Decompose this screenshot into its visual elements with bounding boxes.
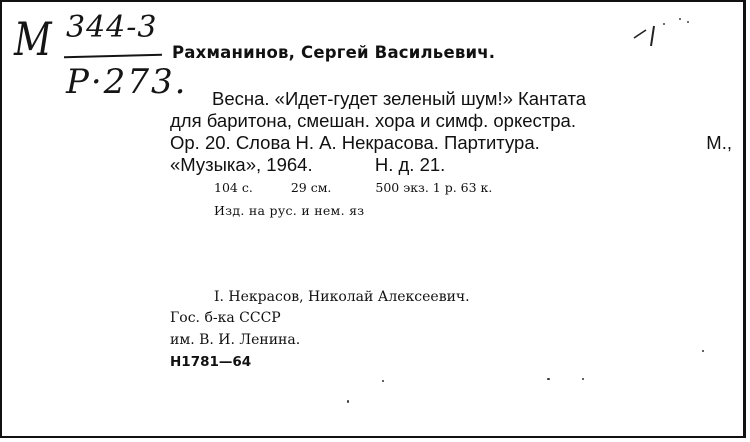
shelfmark-numerator: 344-3 (66, 10, 158, 45)
card-number: Н1781—64 (170, 354, 252, 370)
description-line-4 (170, 154, 732, 176)
shelfmark-fraction-bar (64, 54, 162, 59)
collation-size: 29 см. (290, 180, 332, 195)
shelfmark (12, 4, 188, 114)
collation-print-run: 500 экз. 1 р. 63 к. (375, 180, 493, 195)
title-description (170, 88, 732, 176)
language-note: Изд. на рус. и нем. яз (214, 203, 365, 218)
collation-pages: 104 с. (214, 180, 253, 195)
publication-place: М., (706, 132, 732, 153)
description-line-3 (170, 132, 732, 154)
added-entry-tracing: I. Некрасов, Николай Алексеевич. (214, 289, 470, 305)
library-line-1: Гос. б-ка СССР (170, 310, 281, 326)
library-line-2: им. В. И. Ленина. (170, 331, 301, 348)
publisher-year: «Музыка», 1964. (170, 154, 313, 175)
shelfmark-letter: М (14, 12, 52, 66)
description-line-3-text: Op. 20. Слова Н. А. Некрасова. Партитура. (170, 132, 540, 153)
description-line-1: Весна. «Идет-гудет зеленый шум!» Кантата (212, 88, 586, 109)
pencil-mark-icon (624, 16, 704, 56)
author-heading: Рахманинов, Сергей Васильевич. (172, 43, 496, 62)
price-code: Н. д. 21. (374, 154, 446, 175)
library-imprint (170, 308, 300, 351)
shelfmark-denominator: Р·273. (66, 62, 188, 102)
description-line-2: для баритона, смешан. хора и симф. оркестра. (170, 110, 576, 131)
collation (214, 180, 492, 195)
